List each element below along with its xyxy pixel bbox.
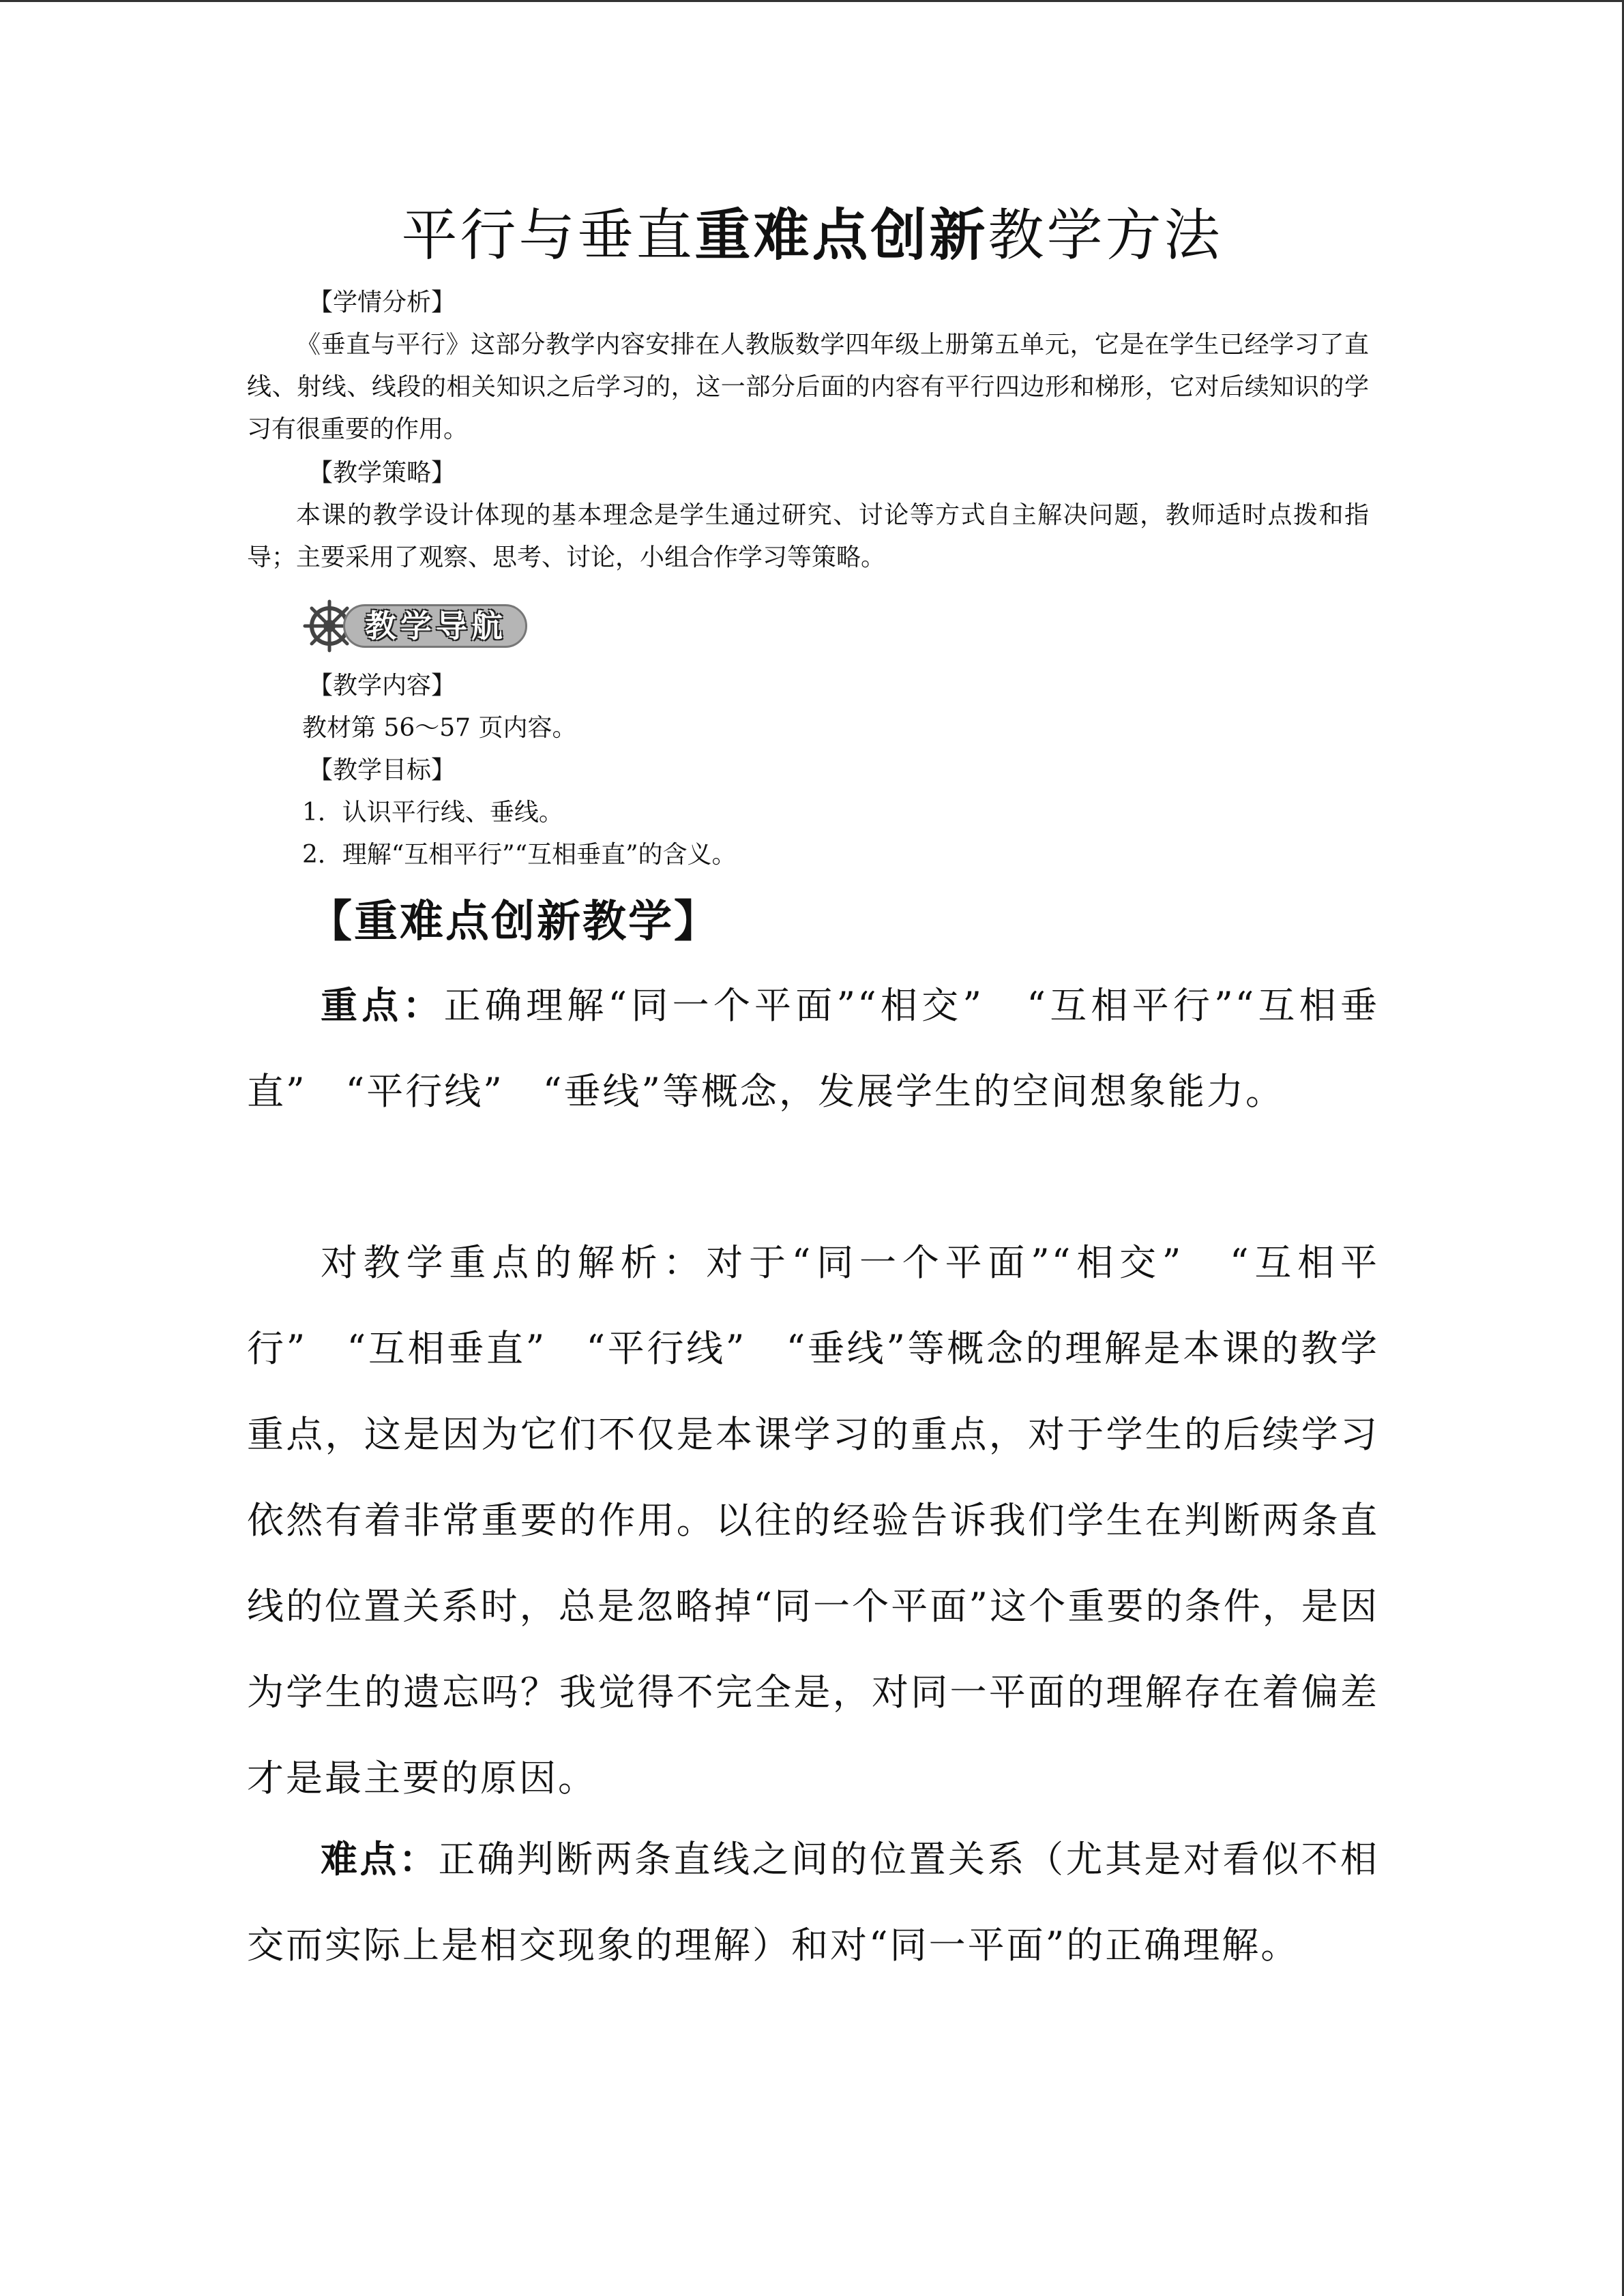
- badge-text: 教学导航: [365, 608, 507, 644]
- innovation-heading: 【重难点创新教学】: [308, 896, 720, 947]
- goal-item: 1．认识平行线、垂线。: [302, 799, 563, 826]
- content-text: 教材第 56～57 页内容。: [302, 714, 577, 742]
- key-point-paragraph: [247, 962, 1379, 1135]
- key-point-label: 重点：: [321, 983, 444, 1027]
- strategy-paragraph: 本课的教学设计体现的基本理念是学生通过研究、讨论等方式自主解决问题，教师适时点拨和指导；主要采用了观察、思考、讨论，小组合作学习等策略。: [247, 501, 1369, 571]
- title-part-1: 平行与垂直: [401, 203, 695, 268]
- key-point-analysis: 对教学重点的解析：对于“同一个平面”“相交” “互相平行” “互相垂直” “平行线” “垂线”等概念的理解是本课的教学重点，这是因为它们不仅是本课学习的重点，对于学生的后续学习依然有着非常重要的作用。以往的经验告诉我们学生在判断两条直线的位置关系时，总是忽略掉“同一个平面”这个重要的条件，是因为学生的遗忘吗？我觉得不完全是，对同一平面的理解存在着偏差才是最主要的原因。: [247, 1241, 1379, 1800]
- title-part-3: 教学方法: [988, 203, 1223, 268]
- title-part-2: 重难点创新: [694, 203, 988, 268]
- key-point-text: 正确理解“同一个平面”“相交” “互相平行”“互相垂直” “平行线” “垂线”等概念，发展学生的空间想象能力。: [247, 984, 1380, 1113]
- goal-item: 2．理解“互相平行”“互相垂直”的含义。: [302, 841, 737, 869]
- goals-heading: 【教学目标】: [308, 756, 456, 784]
- page-border-top: [0, 0, 1624, 2]
- content-heading: 【教学内容】: [308, 672, 456, 700]
- analysis-heading: 【学情分析】: [308, 288, 456, 316]
- difficulty-paragraph: [247, 1816, 1379, 1988]
- page-title: [0, 205, 1624, 267]
- difficulty-label: 难点：: [321, 1837, 439, 1881]
- teaching-navigation-badge: [302, 595, 531, 656]
- difficulty-text: 正确判断两条直线之间的位置关系（尤其是对看似不相交而实际上是相交现象的理解）和对“同一平面”的正确理解。: [247, 1838, 1379, 1967]
- strategy-heading: 【教学策略】: [308, 459, 456, 487]
- analysis-paragraph: 《垂直与平行》这部分教学内容安排在人教版数学四年级上册第五单元，它是在学生已经学习了直线、射线、线段的相关知识之后学习的，这一部分后面的内容有平行四边形和梯形，它对后续知识的学习有很重要的作用。: [247, 331, 1369, 443]
